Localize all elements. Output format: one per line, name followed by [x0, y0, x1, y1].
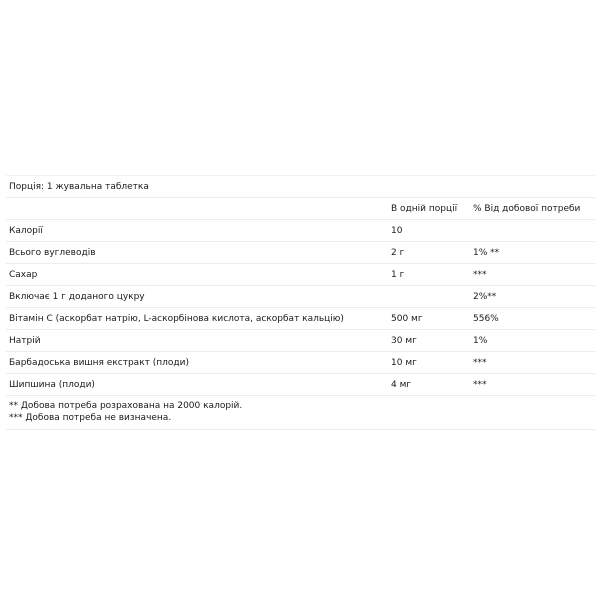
- serving-size-row: [6, 175, 595, 197]
- nutrient-amount: 10: [391, 225, 403, 236]
- nutrient-amount: 1 г: [391, 269, 405, 280]
- nutrient-amount: 4 мг: [391, 379, 412, 390]
- table-row: [6, 219, 595, 241]
- table-row: [6, 285, 595, 307]
- nutrient-dv: ***: [473, 357, 487, 368]
- nutrient-name: Включає 1 г доданого цукру: [9, 291, 145, 302]
- nutrient-dv: 1%: [473, 335, 488, 346]
- nutrient-amount: 500 мг: [391, 313, 423, 324]
- header-per-serving: В одній порції: [391, 203, 458, 214]
- nutrient-name: Барбадоська вишня екстракт (плоди): [9, 357, 189, 368]
- supplement-facts-table: [6, 175, 595, 430]
- nutrient-name: Шипшина (плоди): [9, 379, 95, 390]
- nutrient-name: Натрій: [9, 335, 41, 346]
- table-row: [6, 351, 595, 373]
- nutrient-name: Вітамін С (аскорбат натрію, L-аскорбінова кислота, аскорбат кальцію): [9, 313, 344, 324]
- footnote-daily-value-basis: ** Добова потреба розрахована на 2000 калорій.: [9, 401, 243, 411]
- nutrient-dv: ***: [473, 269, 487, 280]
- table-row: [6, 241, 595, 263]
- nutrient-name: Всього вуглеводів: [9, 247, 96, 258]
- table-row: [6, 373, 595, 395]
- table-row: [6, 263, 595, 285]
- nutrient-amount: 2 г: [391, 247, 405, 258]
- nutrient-dv: ***: [473, 379, 487, 390]
- table-row: [6, 329, 595, 351]
- nutrient-dv: 556%: [473, 313, 499, 324]
- footnote-not-established: *** Добова потреба не визначена.: [9, 413, 172, 423]
- nutrient-name: Калорії: [9, 225, 43, 236]
- footnotes: [6, 395, 595, 430]
- serving-size: Порція: 1 жувальна таблетка: [9, 181, 149, 192]
- nutrient-name: Сахар: [9, 269, 38, 280]
- table-row: [6, 307, 595, 329]
- nutrient-amount: 10 мг: [391, 357, 417, 368]
- nutrient-dv: 2%**: [473, 291, 497, 302]
- nutrient-amount: 30 мг: [391, 335, 417, 346]
- header-daily-value: % Від добової потреби: [473, 203, 581, 214]
- table-header-row: [6, 197, 595, 219]
- nutrient-dv: 1% **: [473, 247, 500, 258]
